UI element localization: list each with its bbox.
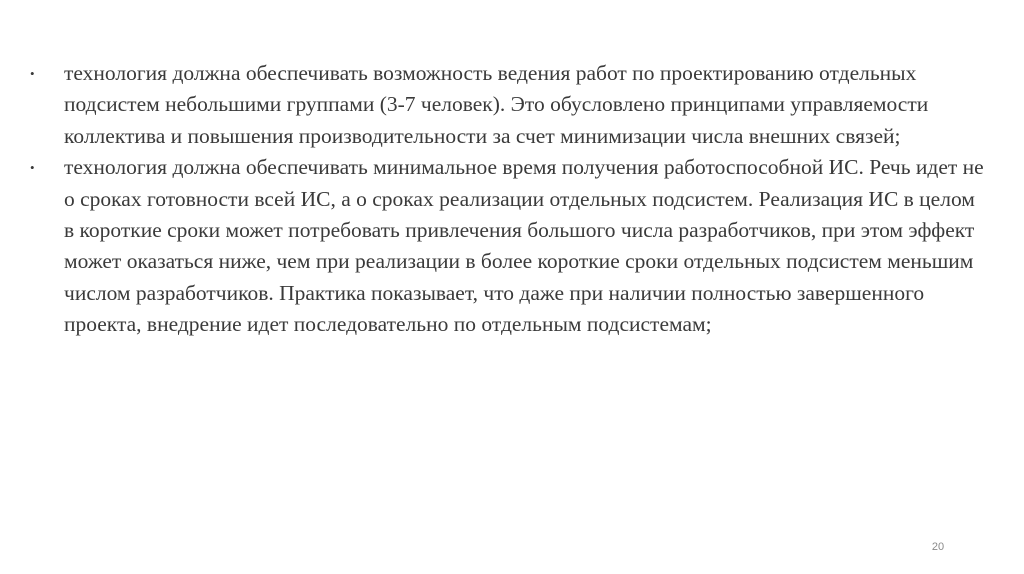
bullet-text: технология должна обеспечивать минимальное время получения работоспособной ИС. Речь идет не о сроках готовности всей ИС, а о сроках реализации отдельных подсистем. Реализация ИС в целом в короткие сроки может потребовать привлечения большого числа разработчиков, при этом эффект может оказаться ниже, чем при реализации в более короткие сроки отдельных подсистем меньшим числом разработчиков. Практика показывает, что даже при наличии полностью завершенного проекта, внедрение идет последовательно по отдельным подсистемам; [64,155,984,337]
slide-body [28,58,988,341]
list-item [28,152,988,340]
bullet-list [28,58,988,341]
page-number: 20 [931,541,945,553]
bullet-text: технология должна обеспечивать возможность ведения работ по проектированию отдельных подсистем небольшими группами (3-7 человек). Это обусловлено принципами управляемости коллектива и повышения производительности за счет минимизации числа внешних связей; [64,61,929,148]
list-item [28,58,988,152]
bullet-marker: • [30,160,35,176]
bullet-marker: • [30,66,35,81]
